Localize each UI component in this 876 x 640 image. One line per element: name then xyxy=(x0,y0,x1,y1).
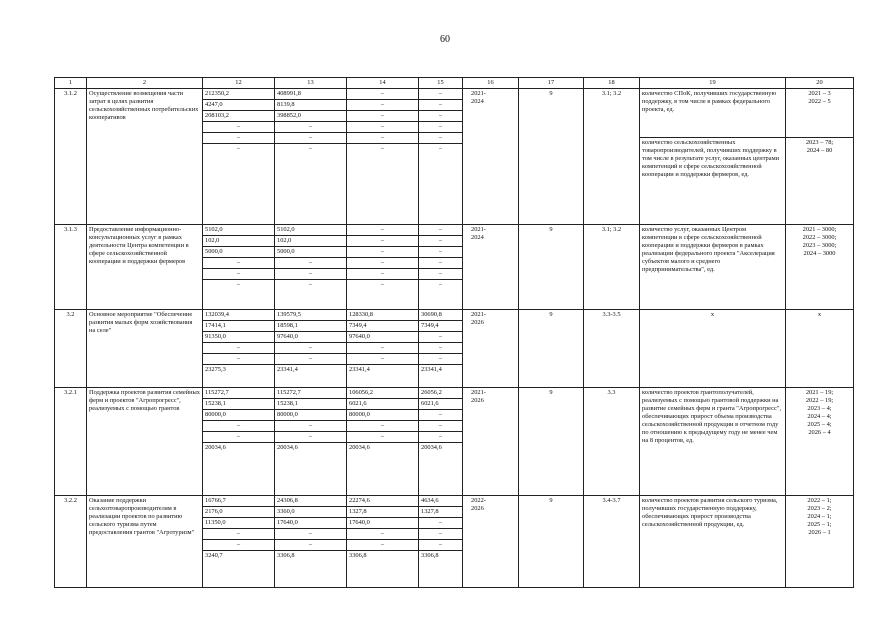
column-18-cell: 3.4-3.7 xyxy=(584,496,640,588)
program-table xyxy=(54,77,854,588)
amount-value: – xyxy=(347,432,418,443)
amount-value: – xyxy=(419,100,462,111)
column-header: 17 xyxy=(519,78,584,89)
amount-value: 3306,8 xyxy=(349,552,367,559)
amount-value: 17640,0 xyxy=(275,518,346,529)
amount-cell xyxy=(419,388,463,496)
amount-value: – xyxy=(203,432,274,443)
amount-value: – xyxy=(203,133,274,144)
amount-value: – xyxy=(419,518,462,529)
amount-value: 80000,0 xyxy=(347,410,418,421)
amount-value: – xyxy=(419,332,462,343)
amount-cell xyxy=(347,496,419,588)
years-cell: 2021- 2024 xyxy=(463,225,519,310)
amount-value: – xyxy=(419,225,462,236)
measure-name: Предоставление информационно-консультационных услуг в рамках деятельности Центра компетенции в сфере сельскохозяйственной кооперации и поддержки фермеров xyxy=(87,225,203,310)
amount-value: – xyxy=(347,225,418,236)
amount-value: 5102,0 xyxy=(203,225,274,236)
amount-value: – xyxy=(419,432,462,443)
amount-value: 97640,0 xyxy=(275,332,346,343)
amount-value: 3306,8 xyxy=(277,552,295,559)
years-cell: 2022- 2026 xyxy=(463,496,519,588)
amount-value: – xyxy=(419,540,462,551)
amount-value: – xyxy=(308,145,313,152)
amount-value: 11350,0 xyxy=(203,518,274,529)
header-row xyxy=(55,78,854,89)
amount-value: – xyxy=(419,258,462,269)
amount-value: 17640,0 xyxy=(347,518,418,529)
amount-cell xyxy=(275,388,347,496)
amount-value: – xyxy=(347,111,418,122)
amount-value: – xyxy=(347,269,418,280)
amount-value: – xyxy=(275,540,346,551)
amount-cell xyxy=(419,496,463,588)
amount-value: – xyxy=(308,281,313,288)
amount-value: 106056,2 xyxy=(347,388,418,399)
amount-value: 3306,8 xyxy=(421,552,439,559)
amount-value: – xyxy=(236,145,241,152)
amount-value: 5102,0 xyxy=(275,225,346,236)
amount-cell xyxy=(203,225,275,310)
amount-value: 208103,2 xyxy=(203,111,274,122)
amount-value: 80000,0 xyxy=(203,410,274,421)
amount-value: 15238,1 xyxy=(275,399,346,410)
amount-value: – xyxy=(347,89,418,100)
amount-cell xyxy=(347,310,419,388)
amount-value: – xyxy=(380,281,385,288)
amount-value: – xyxy=(275,529,346,540)
column-17-cell: 9 xyxy=(519,496,584,588)
amount-value: 4634,6 xyxy=(419,496,462,507)
amount-value: 212350,2 xyxy=(203,89,274,100)
amount-value: – xyxy=(419,343,462,354)
table-row xyxy=(55,496,854,588)
amount-value: – xyxy=(275,133,346,144)
amount-value: – xyxy=(203,343,274,354)
amount-cell xyxy=(419,310,463,388)
row-number: 3.1.3 xyxy=(55,225,87,310)
amount-value: – xyxy=(203,269,274,280)
amount-value: 6021,6 xyxy=(419,399,462,410)
amount-cell xyxy=(347,388,419,496)
amount-cell xyxy=(275,496,347,588)
amount-value: – xyxy=(275,354,346,365)
column-header: 16 xyxy=(463,78,519,89)
amount-value: 7349,4 xyxy=(419,321,462,332)
amount-value: 139579,5 xyxy=(275,310,346,321)
amount-value: 20034,6 xyxy=(421,444,442,451)
amount-value: 115272,7 xyxy=(203,388,274,399)
target-values: 2021 – 19; 2022 – 19; 2023 – 4; 2024 – 4; 2025 – 4; 2026 – 4 xyxy=(786,388,854,496)
column-header: 12 xyxy=(203,78,275,89)
indicator-text: количество проектов грантополучателей, реализуемых с помощью грантовой поддержки на развитие семейных ферм и гранта "Агропрогресс", обеспечивающих прирост объема производства сельскохозяйственной продукции в отчетном году по отношению к предыдущему году не менее чем на 8 процентов, ед. xyxy=(640,388,786,496)
amount-value: 91350,0 xyxy=(203,332,274,343)
amount-value: 5000,0 xyxy=(203,247,274,258)
amount-value: – xyxy=(380,145,385,152)
column-17-cell: 9 xyxy=(519,225,584,310)
amount-value: – xyxy=(419,269,462,280)
target-values: 2022 – 1; 2023 – 2; 2024 – 1; 2025 – 1; 2026 – 1 xyxy=(786,496,854,588)
column-header: 1 xyxy=(55,78,87,89)
amount-value: – xyxy=(419,111,462,122)
amount-value: – xyxy=(275,343,346,354)
row-number: 3.2.1 xyxy=(55,388,87,496)
years-cell: 2021- 2024 xyxy=(463,89,519,225)
amount-value: – xyxy=(275,122,346,133)
amount-value: – xyxy=(419,122,462,133)
row-number: 3.2 xyxy=(55,310,87,388)
amount-value: 20034,6 xyxy=(349,444,370,451)
table-row xyxy=(55,225,854,310)
amount-value: – xyxy=(275,258,346,269)
amount-value: – xyxy=(419,89,462,100)
column-header: 2 xyxy=(87,78,203,89)
amount-value: – xyxy=(419,133,462,144)
amount-value: 20034,6 xyxy=(205,444,226,451)
amount-value: – xyxy=(203,540,274,551)
amount-value: – xyxy=(419,421,462,432)
indicator-text: количество проектов развития сельского туризма, получивших государственную поддержку, обеспечивающих прирост производства сельскохозяйственной продукции, ед. xyxy=(640,496,786,588)
amount-value: – xyxy=(203,354,274,365)
amount-value: – xyxy=(203,529,274,540)
amount-value: 102,0 xyxy=(275,236,346,247)
row-number: 3.1.2 xyxy=(55,89,87,225)
indicator-text: количество сельскохозяйственных товаропроизводителей, получивших поддержку в том числе в результате услуг, оказанных центрами компетенций в сфере сельскохозяйственной кооперации и поддержки фермеров, ед. xyxy=(642,139,780,178)
amount-value: 5000,0 xyxy=(275,247,346,258)
column-17-cell: 9 xyxy=(519,310,584,388)
amount-value: – xyxy=(347,529,418,540)
column-header: 19 xyxy=(640,78,786,89)
amount-cell xyxy=(275,310,347,388)
target-values: 2021 – 3 2022 – 5 xyxy=(786,89,853,138)
amount-value: 115272,7 xyxy=(275,388,346,399)
amount-value: – xyxy=(275,269,346,280)
years-cell: 2021- 2026 xyxy=(463,388,519,496)
amount-value: – xyxy=(203,258,274,269)
amount-cell xyxy=(203,310,275,388)
column-18-cell: 3.3 xyxy=(584,388,640,496)
amount-value: 1327,8 xyxy=(419,507,462,518)
amount-cell xyxy=(203,496,275,588)
amount-value: 2176,0 xyxy=(203,507,274,518)
amount-value: 30690,8 xyxy=(419,310,462,321)
column-header: 18 xyxy=(584,78,640,89)
amount-value: – xyxy=(438,281,443,288)
amount-value: – xyxy=(347,343,418,354)
table-row xyxy=(55,310,854,388)
amount-value: 26056,2 xyxy=(419,388,462,399)
amount-value: 23275,3 xyxy=(205,366,226,373)
amount-cell xyxy=(275,225,347,310)
amount-value: 4247,0 xyxy=(203,100,274,111)
measure-name: Осуществление возмещения части затрат в целях развития сельскохозяйственных потребительских кооперативов xyxy=(87,89,203,225)
amount-value: 23341,4 xyxy=(421,366,442,373)
target-values-cell xyxy=(786,89,854,225)
amount-value: 6021,6 xyxy=(347,399,418,410)
amount-value: – xyxy=(419,354,462,365)
amount-cell xyxy=(419,89,463,225)
amount-value: – xyxy=(347,236,418,247)
amount-cell xyxy=(347,89,419,225)
amount-cell xyxy=(275,89,347,225)
amount-value: – xyxy=(347,122,418,133)
table-row xyxy=(55,89,854,225)
amount-value: 80000,0 xyxy=(275,410,346,421)
amount-value: 408991,8 xyxy=(275,89,346,100)
amount-value: – xyxy=(419,529,462,540)
column-17-cell: 9 xyxy=(519,89,584,225)
amount-value: 132039,4 xyxy=(203,310,274,321)
amount-cell xyxy=(419,225,463,310)
column-18-cell: 3.1; 3.2 xyxy=(584,89,640,225)
amount-value: 16766,7 xyxy=(203,496,274,507)
amount-value: 15238,1 xyxy=(203,399,274,410)
amount-cell xyxy=(347,225,419,310)
measure-name: Поддержка проектов развития семейных ферм и проектов "Агропрогресс", реализуемых с помощью грантов xyxy=(87,388,203,496)
years-cell: 2021- 2026 xyxy=(463,310,519,388)
page-number: 60 xyxy=(440,34,450,45)
column-18-cell: 3.3-3.5 xyxy=(584,310,640,388)
amount-value: 7349,4 xyxy=(347,321,418,332)
column-header: 13 xyxy=(275,78,347,89)
column-header: 20 xyxy=(786,78,854,89)
measure-name: Основное мероприятие "Обеспечение развития малых форм хозяйствования на селе" xyxy=(87,310,203,388)
amount-value: – xyxy=(347,258,418,269)
amount-value: 24306,8 xyxy=(275,496,346,507)
amount-value: 102,0 xyxy=(203,236,274,247)
amount-value: 23341,4 xyxy=(349,366,370,373)
indicator-text: количество СПоК, получивших государственную поддержку, в том числе в рамках федерального проекта, ед. xyxy=(640,89,785,138)
table-row xyxy=(55,388,854,496)
target-values: 2021 – 3000; 2022 – 3000; 2023 – 3000; 2024 – 3000 xyxy=(786,225,854,310)
amount-cell xyxy=(203,89,275,225)
amount-value: 97640,0 xyxy=(347,332,418,343)
amount-value: – xyxy=(419,236,462,247)
column-18-cell: 3.1; 3.2 xyxy=(584,225,640,310)
amount-value: 18598,1 xyxy=(275,321,346,332)
amount-value: – xyxy=(275,421,346,432)
indicator-text: х xyxy=(640,310,786,388)
indicator-cell xyxy=(640,89,786,225)
amount-value: 398852,0 xyxy=(275,111,346,122)
row-number: 3.2.2 xyxy=(55,496,87,588)
amount-value: – xyxy=(347,100,418,111)
column-header: 14 xyxy=(347,78,419,89)
amount-value: 3240,7 xyxy=(205,552,223,559)
amount-value: 128330,8 xyxy=(347,310,418,321)
amount-value: 8139,8 xyxy=(275,100,346,111)
amount-value: 20034,6 xyxy=(277,444,298,451)
amount-value: – xyxy=(347,247,418,258)
amount-value: 23341,4 xyxy=(277,366,298,373)
column-17-cell: 9 xyxy=(519,388,584,496)
amount-value: – xyxy=(347,354,418,365)
target-values: 2023 – 78; 2024 – 80 xyxy=(805,139,834,154)
amount-value: 1327,8 xyxy=(347,507,418,518)
target-values: х xyxy=(786,310,854,388)
amount-value: – xyxy=(236,281,241,288)
indicator-text: количество услуг, оказанных Центром компетенции в сфере сельскохозяйственной кооперации и поддержки фермеров в рамках реализации федерального проекта "Акселерация субъектов малого и среднего предпринимательства", ед. xyxy=(640,225,786,310)
column-header: 15 xyxy=(419,78,463,89)
amount-value: 22274,6 xyxy=(347,496,418,507)
amount-value: 17414,1 xyxy=(203,321,274,332)
amount-cell xyxy=(203,388,275,496)
amount-value: – xyxy=(347,133,418,144)
amount-value: – xyxy=(347,421,418,432)
amount-value: – xyxy=(275,432,346,443)
measure-name: Оказание поддержки сельхозтоваропроизводителям в реализации проектов по развитию сельского туризма путем предоставления грантов "Агротуризм" xyxy=(87,496,203,588)
amount-value: – xyxy=(203,421,274,432)
amount-value: – xyxy=(203,122,274,133)
amount-value: – xyxy=(419,247,462,258)
amount-value: – xyxy=(419,410,462,421)
amount-value: – xyxy=(347,540,418,551)
amount-value: 3360,0 xyxy=(275,507,346,518)
amount-value: – xyxy=(438,145,443,152)
